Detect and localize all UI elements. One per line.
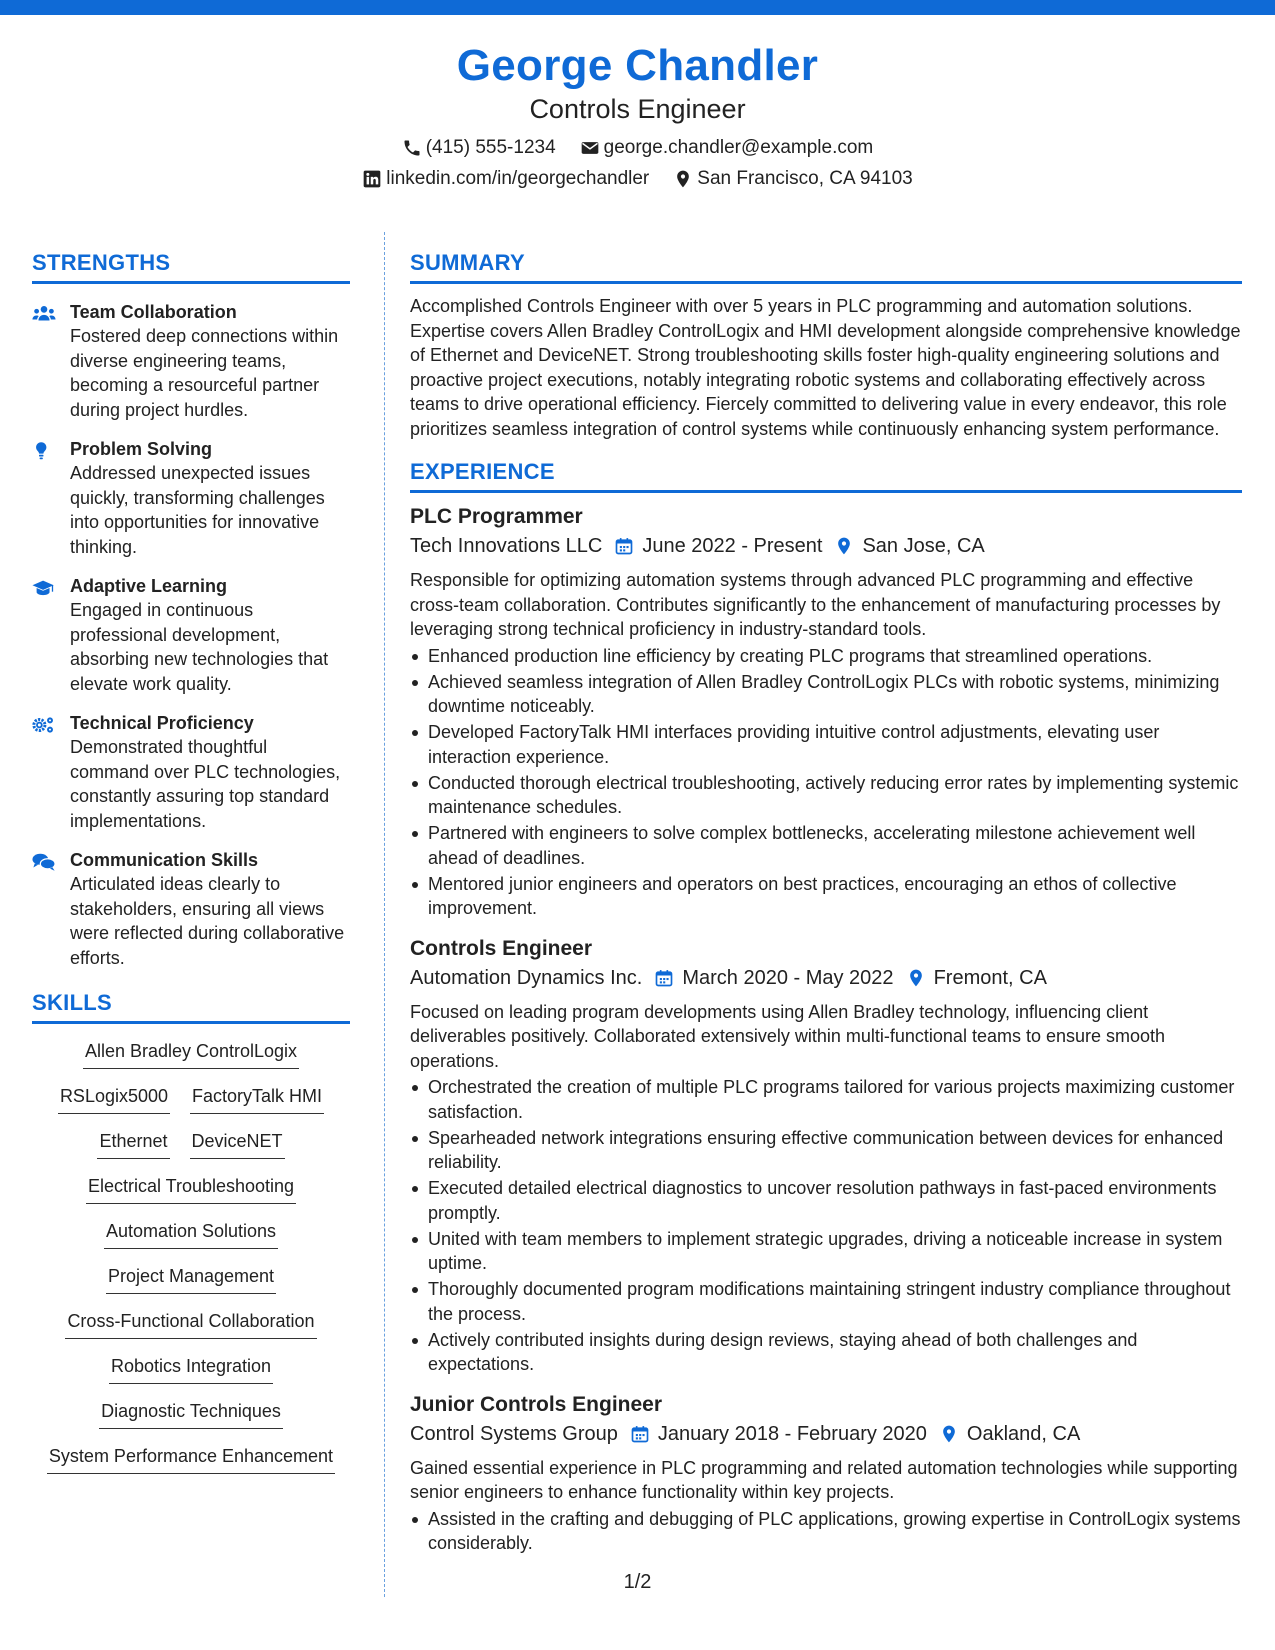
skill-tag: Ethernet	[97, 1128, 169, 1159]
skill-row	[32, 1083, 350, 1128]
job-title: PLC Programmer	[410, 505, 583, 528]
page-number: 1/2	[623, 1571, 652, 1593]
job-description: Responsible for optimizing automation systems through advanced PLC programming and effective cross-team collaboration. Contributes significantly to the enhancement of manufacturing processes by leveraging strong technical proficiency in industry-standard tools.	[410, 570, 1221, 639]
strength-title: Adaptive Learning	[70, 576, 228, 596]
phone-icon	[402, 138, 422, 158]
skill-tag: System Performance Enhancement	[47, 1443, 335, 1474]
job-bullets	[410, 1075, 1242, 1377]
bullet-item: Enhanced production line efficiency by creating PLC programs that streamlined operations.	[410, 644, 1242, 669]
skill-tag: Cross-Functional Collaboration	[65, 1308, 316, 1339]
bullet-item: Developed FactoryTalk HMI interfaces providing intuitive control adjustments, elevating user interaction experience.	[410, 720, 1242, 769]
map-pin-icon	[939, 1424, 959, 1444]
users-icon	[32, 300, 70, 422]
bullet-item: Achieved seamless integration of Allen Bradley ControlLogix PLCs with robotic systems, minimizing downtime noticeably.	[410, 670, 1242, 719]
summary-text: Accomplished Controls Engineer with over 5 years in PLC programming and automation solutions. Expertise covers Allen Bradley ControlLogix and HMI development alongside comprehensive knowledge of Ethernet and DeviceNET. Strong troubleshooting skills foster high-quality engineering solutions and proactive project executions, notably integrating robotic systems and collaborating effectively across teams to drive operational efficiency. Fiercely committed to delivering value in every endeavor, this role prioritizes seamless integration of control systems while continuously enhancing system performance.	[410, 296, 1241, 439]
strength-item	[32, 848, 350, 970]
gears-icon	[32, 711, 70, 833]
bullet-item: Thoroughly documented program modifications maintaining stringent industry compliance throughout the process.	[410, 1277, 1242, 1326]
strength-item	[32, 574, 350, 696]
skill-row	[32, 1173, 350, 1218]
job-meta	[410, 1420, 1242, 1448]
strength-title: Team Collaboration	[70, 302, 237, 322]
strength-desc: Articulated ideas clearly to stakeholders, ensuring all views were reflected during collaborative efforts.	[70, 874, 345, 968]
bullet-item: Orchestrated the creation of multiple PLC programs tailored for various projects maximizing customer satisfaction.	[410, 1075, 1242, 1124]
envelope-icon	[580, 138, 600, 158]
linkedin-text: linkedin.com/in/georgechandler	[386, 168, 650, 189]
bullet-item: Spearheaded network integrations ensuring effective communication between devices for enhanced reliability.	[410, 1126, 1242, 1175]
job-meta	[410, 964, 1242, 992]
calendar-icon	[654, 968, 674, 988]
linkedin-icon	[362, 169, 382, 189]
strength-title: Technical Proficiency	[70, 713, 254, 733]
contact-row	[0, 136, 1275, 160]
skill-row	[32, 1398, 350, 1443]
resume-header	[0, 40, 1275, 191]
job-dates: March 2020 - May 2022	[682, 966, 894, 989]
map-pin-icon	[673, 169, 693, 189]
email-contact[interactable]	[580, 136, 874, 160]
skill-row	[32, 1218, 350, 1263]
skill-row	[32, 1353, 350, 1398]
company-name: Control Systems Group	[410, 1422, 618, 1445]
skill-row	[32, 1038, 350, 1083]
candidate-role: Controls Engineer	[529, 94, 746, 124]
job-location: Oakland, CA	[966, 1422, 1081, 1445]
skill-row	[32, 1128, 350, 1173]
contact-row	[0, 167, 1275, 191]
skill-tag: RSLogix5000	[58, 1083, 170, 1114]
job-dates: June 2022 - Present	[642, 535, 823, 557]
skill-row	[32, 1308, 350, 1353]
email-text: george.chandler@example.com	[603, 137, 874, 158]
strength-desc: Engaged in continuous professional development, absorbing new technologies that elevate work quality.	[70, 600, 329, 694]
strengths-list	[32, 300, 350, 970]
bullet-item: Partnered with engineers to solve complex bottlenecks, accelerating milestone achievement well ahead of deadlines.	[410, 821, 1242, 870]
strength-desc: Addressed unexpected issues quickly, transforming challenges into opportunities for innovative thinking.	[70, 463, 325, 557]
strength-desc: Fostered deep connections within diverse engineering teams, becoming a resourceful partner during project hurdles.	[70, 326, 339, 420]
job-description: Gained essential experience in PLC programming and related automation technologies while supporting senior engineers to enhance functionality within key projects.	[410, 1457, 1238, 1502]
skill-row	[32, 1443, 350, 1488]
summary-heading: SUMMARY	[410, 250, 1242, 284]
job-bullets	[410, 1507, 1242, 1556]
skill-tag: Project Management	[106, 1263, 276, 1294]
left-column	[32, 250, 350, 1488]
strength-title: Communication Skills	[70, 850, 259, 870]
skill-tag: Allen Bradley ControlLogix	[83, 1038, 299, 1069]
job-location: San Jose, CA	[862, 535, 985, 557]
map-pin-icon	[906, 968, 926, 988]
location-contact	[673, 167, 912, 191]
strengths-heading: STRENGTHS	[32, 250, 350, 284]
map-pin-icon	[834, 536, 854, 556]
strength-item	[32, 300, 350, 422]
location-text: San Francisco, CA 94103	[697, 168, 913, 189]
bullet-item: Conducted thorough electrical troubleshooting, actively reducing error rates by implementing systemic maintenance schedules.	[410, 771, 1242, 820]
job-dates: January 2018 - February 2020	[657, 1422, 927, 1445]
job-entry	[410, 935, 1242, 1377]
skills-heading: SKILLS	[32, 990, 350, 1024]
job-title: Junior Controls Engineer	[410, 1392, 663, 1416]
job-meta	[410, 532, 1242, 560]
company-name: Tech Innovations LLC	[410, 535, 603, 557]
job-location: Fremont, CA	[933, 966, 1047, 989]
calendar-icon	[630, 1424, 650, 1444]
bullet-item: United with team members to implement strategic upgrades, driving a noticeable increase in system uptime.	[410, 1227, 1242, 1276]
skill-tag: FactoryTalk HMI	[190, 1083, 324, 1114]
strength-item	[32, 711, 350, 833]
skill-tag: Robotics Integration	[109, 1353, 273, 1384]
strength-title: Problem Solving	[70, 439, 213, 459]
experience-heading: EXPERIENCE	[410, 459, 1242, 493]
skills-list	[32, 1038, 350, 1488]
linkedin-contact[interactable]	[362, 167, 649, 191]
calendar-icon	[614, 536, 634, 556]
phone-text: (415) 555-1234	[425, 137, 556, 158]
candidate-name: George Chandler	[456, 41, 819, 90]
bullet-item: Executed detailed electrical diagnostics to uncover resolution pathways in fast-paced environments promptly.	[410, 1176, 1242, 1225]
skill-tag: Automation Solutions	[104, 1218, 278, 1249]
top-accent-bar	[0, 0, 1275, 15]
job-entry	[410, 503, 1242, 921]
bullet-item: Mentored junior engineers and operators on best practices, encouraging an ethos of collective improvement.	[410, 872, 1242, 921]
company-name: Automation Dynamics Inc.	[410, 966, 643, 989]
phone-contact[interactable]	[402, 136, 556, 160]
right-column	[410, 250, 1242, 1557]
graduation-cap-icon	[32, 574, 70, 696]
job-description: Focused on leading program developments using Allen Bradley technology, influencing client deliverables positively. Collaborated extensively within multi-functional teams to ensure smooth operations.	[410, 1001, 1166, 1071]
bullet-item: Assisted in the crafting and debugging of PLC applications, growing expertise in ControlLogix systems considerably.	[410, 1507, 1242, 1556]
skill-row	[32, 1263, 350, 1308]
job-title: Controls Engineer	[410, 936, 593, 960]
skill-tag: Diagnostic Techniques	[99, 1398, 283, 1429]
job-bullets	[410, 644, 1242, 921]
skill-tag: Electrical Troubleshooting	[86, 1173, 296, 1204]
column-divider	[384, 232, 385, 1597]
comments-icon	[32, 848, 70, 970]
skill-tag: DeviceNET	[190, 1128, 285, 1159]
strength-item	[32, 437, 350, 559]
job-entry	[410, 1391, 1242, 1556]
lightbulb-icon	[32, 437, 70, 559]
bullet-item: Actively contributed insights during design reviews, staying ahead of both challenges and expectations.	[410, 1328, 1242, 1377]
strength-desc: Demonstrated thoughtful command over PLC technologies, constantly assuring top standard implementations.	[70, 737, 341, 831]
